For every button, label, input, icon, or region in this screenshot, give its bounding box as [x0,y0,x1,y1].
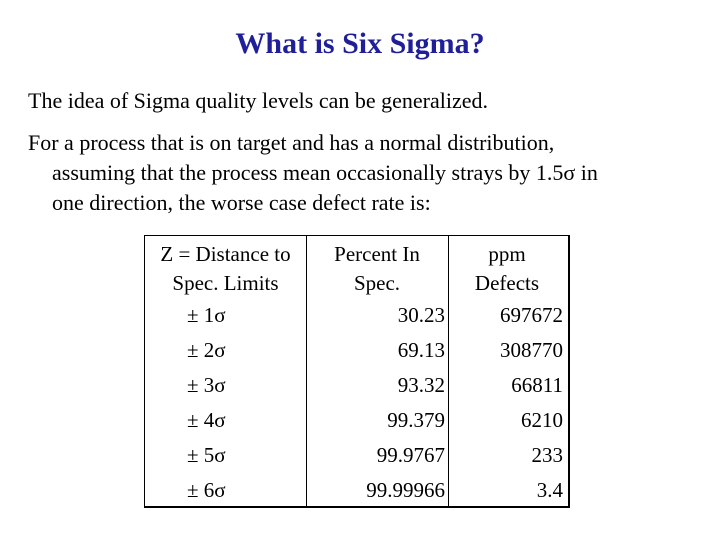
column-z-distance [145,240,306,508]
cell-ppm: 66811 [511,373,563,397]
slide-title: What is Six Sigma? [235,27,485,60]
cell-percent: 30.23 [397,303,445,327]
description-paragraph [28,128,698,218]
cell-z: ± 2σ [187,338,226,362]
cell-z: ± 6σ [187,478,226,502]
cell-z: ± 5σ [187,443,226,467]
cell-z: ± 3σ [187,373,226,397]
cell-ppm: 233 [531,443,563,467]
cell-percent: 99.379 [387,408,445,432]
header-z-distance [145,240,306,298]
cell-ppm: 3.4 [536,478,563,502]
column-percent-in-spec [306,240,448,508]
cell-ppm: 6210 [521,408,563,432]
cell-percent: 99.99966 [366,478,445,502]
description-line-2: assuming that the process mean occasionally strays by 1.5σ in [52,160,598,185]
header-pct-line-1: Percent In [334,242,420,266]
cell-ppm: 308770 [500,338,563,362]
cell-z: ± 1σ [187,303,226,327]
sigma-table [144,235,570,508]
intro-paragraph: The idea of Sigma quality levels can be generalized. [28,88,488,113]
cell-ppm: 697672 [500,303,563,327]
cell-percent: 99.9767 [376,443,445,467]
cell-percent: 93.32 [397,373,445,397]
header-ppm-line-1: ppm [488,242,526,266]
cell-percent: 69.13 [397,338,445,362]
header-pct-line-2: Spec. [353,271,401,295]
header-z-line-1: Z = Distance to [160,242,291,266]
cell-z: ± 4σ [187,408,226,432]
header-z-line-2: Spec. Limits [172,271,279,295]
header-percent-in-spec [306,240,448,298]
description-line-3: one direction, the worse case defect rate is: [52,190,431,215]
column-ppm-defects [448,240,566,508]
header-ppm-line-2: Defects [474,271,540,295]
description-line-1: For a process that is on target and has a normal distribution, [28,130,555,155]
header-ppm-defects [448,240,566,298]
